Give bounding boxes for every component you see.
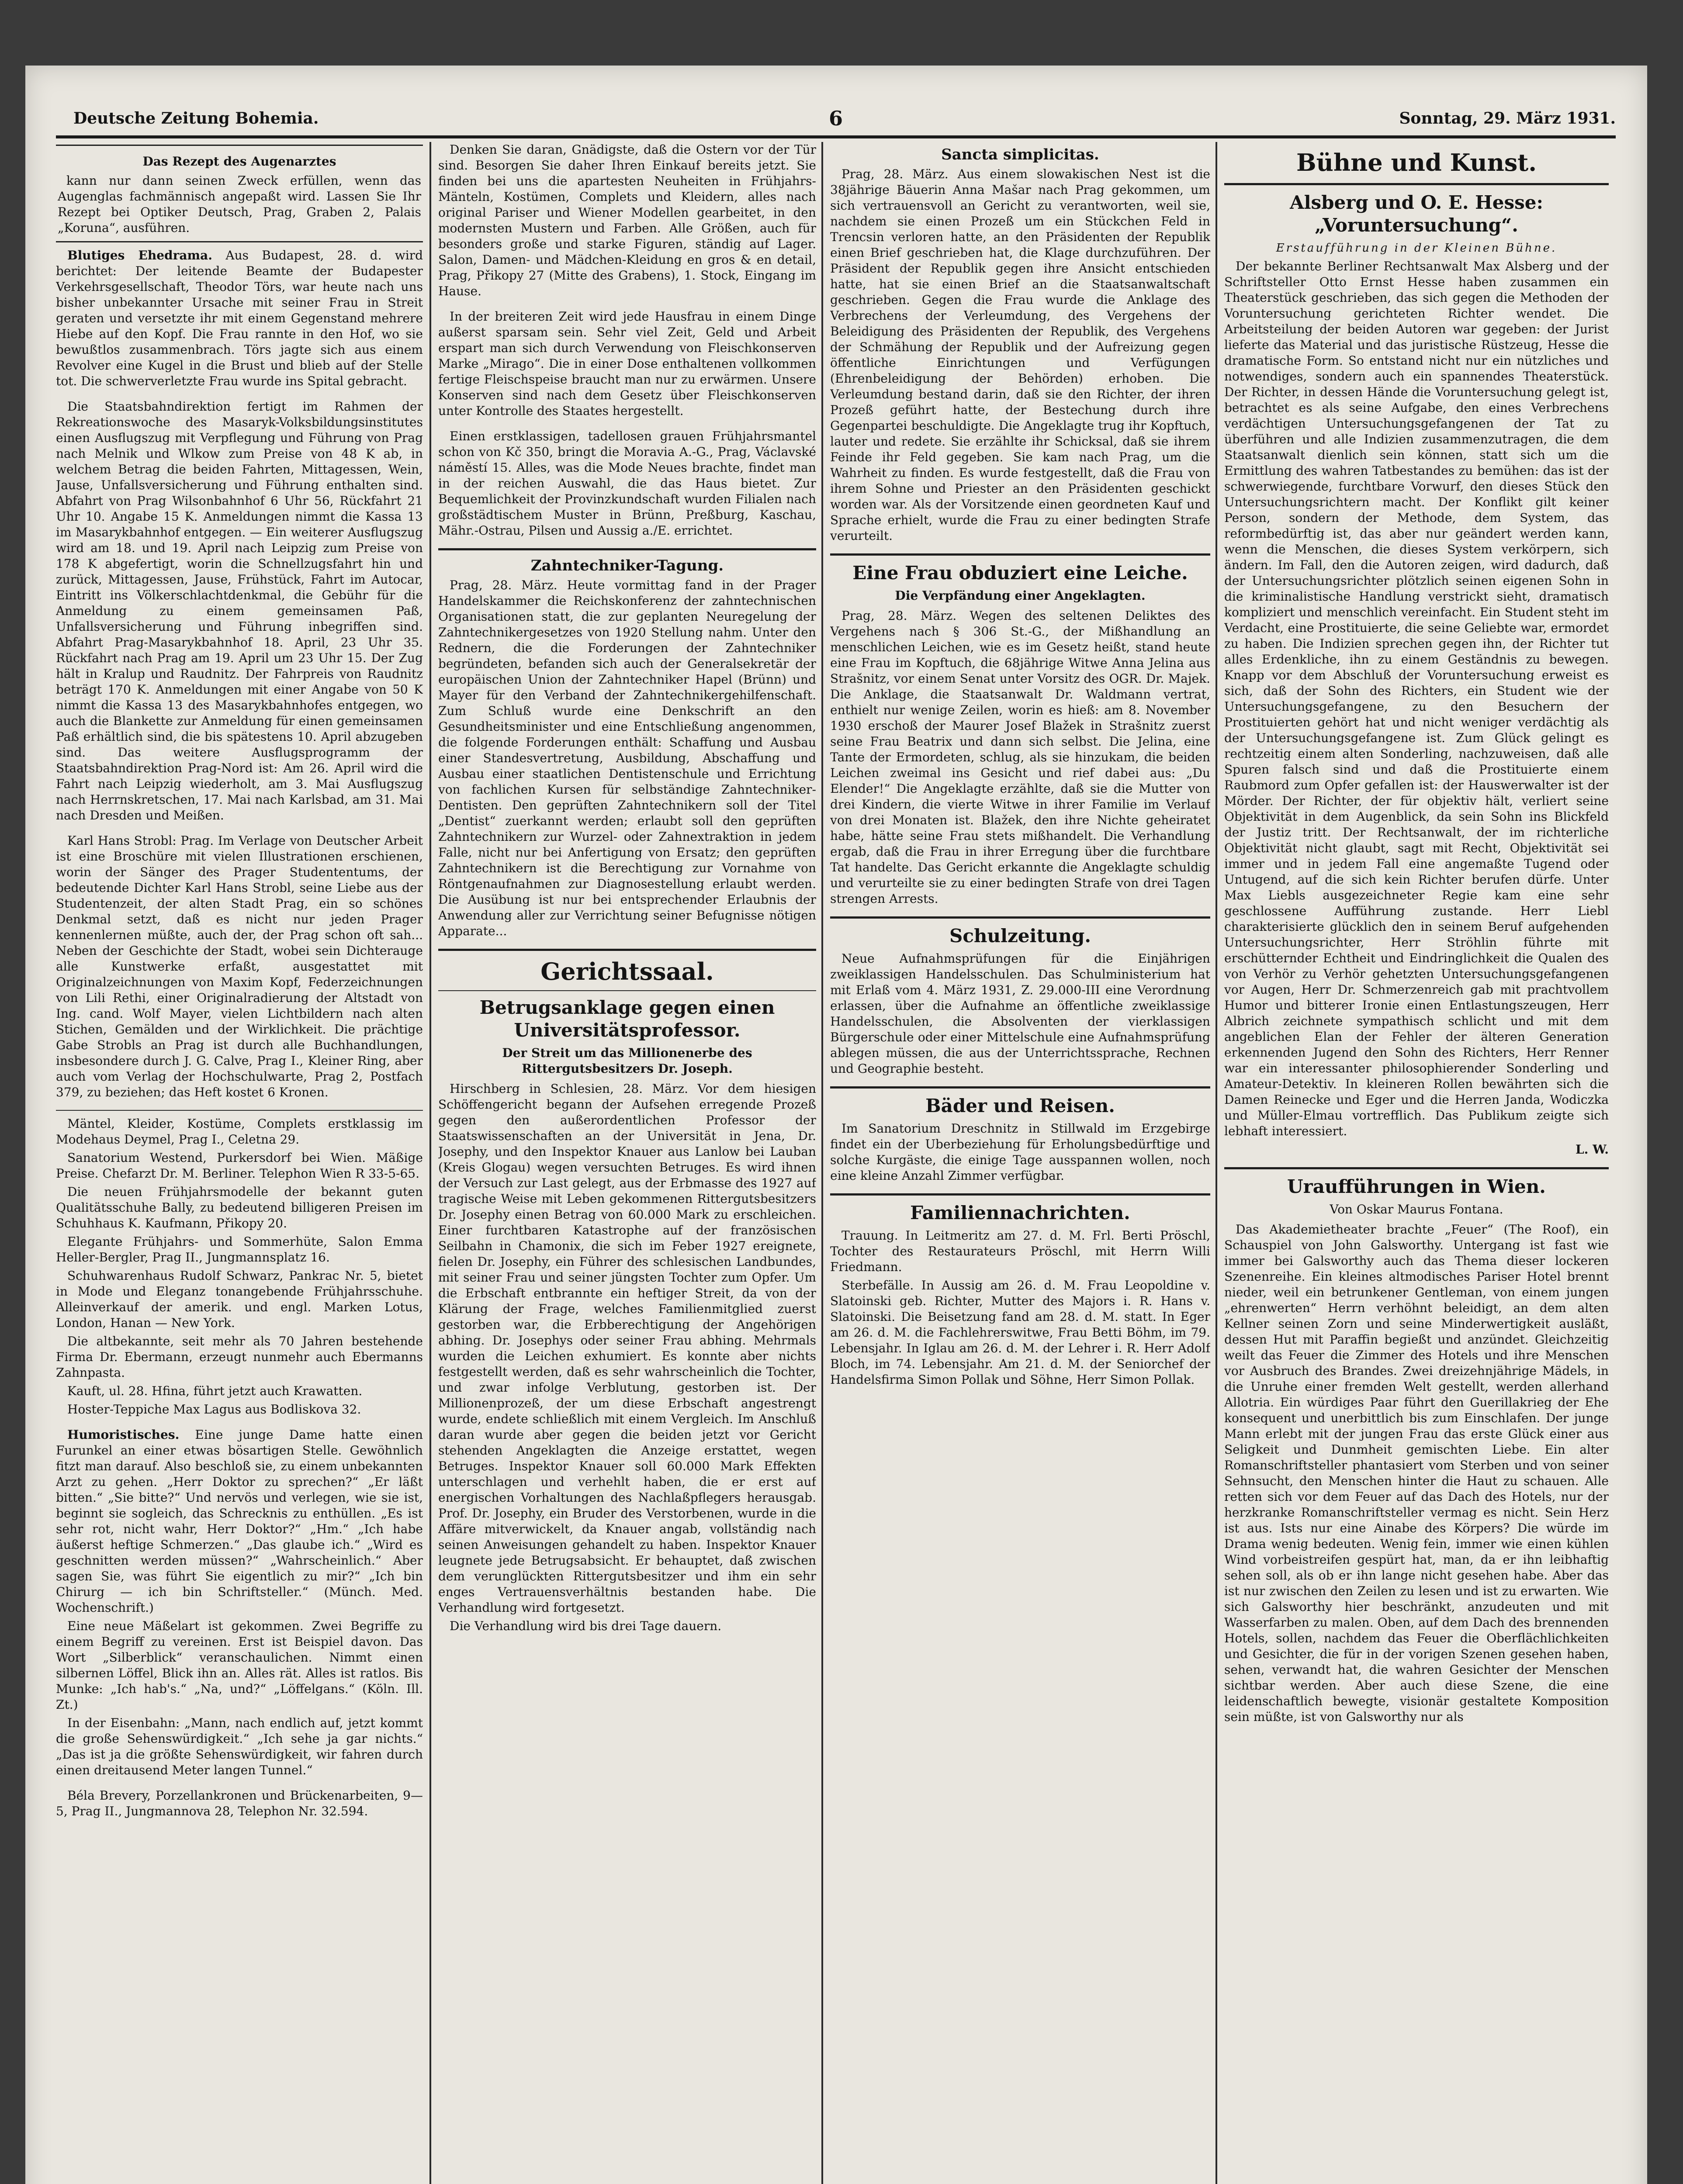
zahntechniker-title: Zahntechniker-Tagung.: [530, 557, 724, 574]
divider: [830, 1086, 1210, 1089]
column-rule: [1216, 142, 1217, 2184]
divider: [830, 1193, 1210, 1196]
ausflug-body: Die Staatsbahndirektion fertigt im Rahmen der Rekreationswoche des Masaryk-Volksbildungsinstitutes einen Ausflugszug mit Verpflegung und Führung von Prag nach Melnik und Wlkow zum Preise von 48 K ab, in welchem Betrag die beiden Fahrten, Mittagessen, Wein, Jause, Unfallsversicherung und Führung enthalten sind. Abfahrt von Prag Wilsonbahnhof 6 Uhr 56, Rückfahrt 21 Uhr 10. Angabe 15 K. Anmeldungen nimmt die Kassa 13 im Masarykbahnhof entgegen. — Ein weiterer Ausflugszug wird am 18. und 19. April nach Leipzig zum Preise von 178 K abgefertigt, worin die Schnellzugsfahrt hin und zurück, Mittagessen, Jause, Frühstück, Fahrt im Autocar, Eintritt ins Völkerschlachtdenkmal, die Gebühr für die Anmeldung zu einem gemeinsamen Paß, Unfallsversicherung und Führung inbegriffen sind. Abfahrt Prag-Masarykbahnhof 18. April, 23 Uhr 35. Rückfahrt nach Prag am 19. April um 23 Uhr 15. Der Zug hält in Kralup und Raudnitz. Der Fahrpreis von Raudnitz beträgt 170 K. Anmeldungen mit einer Angabe von 50 K nimmt die Kassa 13 des Masarykbahnhofes entgegen, wo auch die Blankette zur Anmeldung für einen gemeinsamen Paß erhältlich sind, die bis spätestens 10. April abzugeben sind. Das weitere Ausflugsprogramm der Staatsbahndirektion Prag-Nord ist: Am 26. April wird die Fahrt nach Leipzig wiederholt, am 3. Mai Ausflugszug nach Herrnskretschen, 17. Mai nach Karlsbad, am 31. Mai nach Dresden und Meißen.: [56, 399, 423, 822]
schul-article: [830, 925, 1210, 1077]
column-3: [830, 142, 1210, 2184]
strobl-article: [56, 833, 423, 1100]
zahntechniker-article: [438, 556, 816, 939]
frau-article: [830, 562, 1210, 907]
optiker-ad: [56, 145, 423, 242]
ur-author: Von Oskar Maurus Fontana.: [1330, 1202, 1503, 1216]
ur-body: Das Akademietheater brachte „Feuer“ (The Roof), ein Schauspiel von John Galsworthy. Untergang ist fast wie immer bei Galsworthy auch das Thema dieser lockeren Szenenreihe. Ein kleines altmodisches Pariser Hotel brennt nieder, weil ein betrunkener Gentleman, von einem jungen „ehrenwerten“ Herrn verhöhnt beleidigt, an dem alten Kellner seinen Zorn und seine Minderwertigkeit ausläßt, dessen Hut mit Paraffin begießt und anzündet. Gleichzeitig weilt das Feuer die Zimmer des Hotels und ihre Menschen vor Ausbruch des Brandes. Zwei dreizehnjährige Mädels, in die Unruhe einer fremden Welt gestellt, werden allerhand Allotria. Ein würdiges Paar führt den Guerillakrieg der Ehe konsequent und unerbittlich bis zum Einschlafen. Der junge Mann erlebt mit der jungen Frau das erste Glück einer aus Seligkeit und Dunmheit gemischten Liebe. Ein alter Romanschriftsteller phantasiert vom Sterben und von seiner Sehnsucht, den Menschen hinter die Haut zu schauen. Alle retten sich vor dem Feuer auf das Dach des Hotels, nur der herzkranke Romanschriftsteller vermag es nicht. Sein Herz ist aus. Ists nur eine Ainabe des Körpers? Die würde im Drama wenig bedeuten. Wenig fein, immer wie einen kühlen Wind vorbeistreifen gespürt hat, man, da er ihn leibhaftig sehen soll, als ob er ihn lange nicht gesehen habe. Aber das ist nur zwischen den Zeilen zu lesen und ist zu erwarten. Wie sich Galsworthy hier beschränkt, anzudeuten und mit Wasserfarben zu malen. Oben, auf dem Dach des brennenden Hotels, sollen, nachdem das Feuer die Oberflächlichkeiten und Gesichter, die für in der vorigen Szenen gesehen haben, sehen, verwandt hat, die wahren Gesichter der Menschen sichtbar werden. Aber auch diese Szene, die eine leidenschaftlich bewegte, visionär gestaltete Komposition sein müßte, ist von Galsworthy nur als: [1224, 1222, 1609, 1724]
ausflug-article: [56, 399, 423, 823]
ad-item: Die neuen Frühjahrsmodelle der bekannt guten Qualitätsschuhe Bally, zu bedeutend billigeren Preisen im Schuhhaus K. Kaufmann, Přikopy 20.: [56, 1185, 423, 1230]
divider: [1224, 1167, 1609, 1169]
ads-block: [56, 1116, 423, 1417]
divider: [438, 949, 816, 951]
schul-title: Schulzeitung.: [949, 925, 1091, 947]
sancta-body: Prag, 28. März. Aus einem slowakischen Nest ist die 38jährige Bäuerin Anna Mašar nach Prag gekommen, um sich vertrauensvoll an Gericht zu verantworten, weil sie, nachdem sie einen Prozeß um ein Stückchen Feld in Trencsin verloren hatte, an den Präsidenten der Republik einen Brief geschrieben hat, die Klage durchzuführen. Der Präsident der Republik gegen ihre Ansicht entschieden hatte, hat sie einen Brief an die Staatsanwaltschaft geschrieben. Gegen die Frau wurde die Anklage des Verbrechens der Verleumdung, des Vergehens der Beleidigung des Präsidenten der Republik, des Vergehens der Schmähung der Republik und der Aufreizung gegen öffentliche Einrichtungen und Verfügungen (Ehrenbeleidigung der Behörden) erhoben. Die Verleumdung bestand darin, daß sie den Richter, der ihren Prozeß geführt hatte, der Bestechung durch ihre Gegenpartei beschuldigte. Die Angeklagte trug ihr Kopftuch, lauter und redete. Sie erzählte ihr Schicksal, daß sie ihrem Feinde ihr Feld gegeben. Sie kam nach Prag, um die Wahrheit zu finden. Es wurde festgestellt, daß die Frau von ihrem Sohne und Priester an den Präsidenten geschickt worden war. Als der Vorsitzende einen geordneten Kauf und Sprache erhielt, wurde die Frau zu einer bedingten Strafe verurteilt.: [830, 167, 1210, 543]
baeder-title: Bäder und Reisen.: [925, 1095, 1115, 1116]
divider: [1224, 183, 1609, 185]
column-2: [438, 142, 816, 2184]
divider: [830, 916, 1210, 919]
alsberg-review: [1224, 191, 1609, 1158]
optiker-ad-title: Das Rezept des Augenarztes: [142, 154, 336, 169]
betrug-title: Betrugsanklage gegen einen Universitätsprofessor.: [479, 997, 775, 1041]
moravia-ad-body: Einen erstklassigen, tadellosen grauen Frühjahrsmantel schon von Kč 350, bringt die Moravia A.-G., Prag, Václavské náměstí 15. Alles, was die Mode Neues brachte, findet man in der reichen Auswahl, die das Haus bietet. Zur Bequemlichkeit der Provinzkundschaft wurden Filialen nach großstädtischem Muster in Brünn, Preßburg, Kaschau, Mähr.-Ostrau, Pilsen und Aussig a./E. errichtet.: [438, 429, 816, 538]
ad-item: Die altbekannte, seit mehr als 70 Jahren bestehende Firma Dr. Ebermann, erzeugt nunmehr auch Ebermanns Zahnpasta.: [56, 1334, 423, 1380]
buehne-title: Bühne und Kunst.: [1296, 149, 1537, 176]
ad-item: Hoster-Teppiche Max Lagus aus Bodliskova 32.: [67, 1402, 361, 1417]
betrug-article: [438, 996, 816, 1634]
familie-sterbefaelle: Sterbefälle. In Aussig am 26. d. M. Frau Leopoldine v. Slatoinski geb. Richter, Mutter des Majors i. R. Hans v. Slatoinski. Die Beisetzung fand am 28. d. M. statt. In Eger am 26. d. M. die Fachlehrerswitwe, Frau Betti Böhm, im 79. Lebensjahr. In Iglau am 26. d. M. der Lehrer i. R. Herr Adolf Bloch, im 74. Lebensjahr. Am 21. d. M. der Seniorchef der Handelsfirma Simon Pollak und Söhne, Herr Simon Pollak.: [830, 1278, 1210, 1387]
mirago-ad-body: In der breiteren Zeit wird jede Hausfrau in einem Dinge außerst sparsam sein. Sehr viel Zeit, Geld und Arbeit erspart man sich durch Verwendung von Fleischkonserven Marke „Mirago“. Die in einer Dose enthaltenen vollkommen fertige Fleischspeise braucht man nur zu erwärmen. Unsere Konserven sind nach dem Gesetz über Fleischkonserven unter Kontrolle des Staates hergestellt.: [438, 309, 816, 418]
baeder-article: [830, 1095, 1210, 1184]
humor2-body: Eine neue Mäßelart ist gekommen. Zwei Begriffe zu einem Begriff zu vereinen. Erst ist Beispiel davon. Das Wort „Silberblick“ veranschaulichen. Nimmt einen silbernen Löffel, Blick ihn an. Alles rät. Alles ist ratlos. Bis Munke: „Ich hab's.“ „Na, und?“ „Löffelgans.“ (Köln. Ill. Zt.): [56, 1619, 423, 1712]
schul-body: Neue Aufnahmsprüfungen für die Einjährigen zweiklassigen Handelsschulen. Das Schulministerium hat mit Erlaß vom 4. März 1931, Z. 29.000-III eine Verordnung erlassen, über die Aufnahme an öffentliche zweiklassige Handelsschulen, die Absolventen der vierklassigen Bürgerschule oder einer Mittelschule eine Aufnahmsprüfung ablegen müssen, die aus der Unterrichtssprache, Rechnen und Geographie besteht.: [830, 951, 1210, 1076]
column-1: [56, 142, 423, 2184]
ad-item: Sanatorium Westend, Purkersdorf bei Wien. Mäßige Preise. Chefarzt Dr. M. Berliner. Telephon Wien R 33-5-65.: [56, 1151, 423, 1181]
fashion-ad: [438, 142, 816, 299]
column-rule: [429, 142, 431, 2184]
ur-review: [1224, 1175, 1609, 1725]
betrug-subtitle: Der Streit um das Millionenerbe des Rittergutsbesitzers Dr. Joseph.: [502, 1046, 752, 1076]
familie-trauung: Trauung. In Leitmeritz am 27. d. M. Frl. Berti Pröschl, Tochter des Restaurateurs Pröschl, mit Herrn Willi Friedmann.: [830, 1228, 1210, 1274]
issue-date: Sonntag, 29. März 1931.: [1399, 109, 1616, 128]
optiker-ad-body: kann nur dann seinen Zweck erfüllen, wenn das Augenglas fachmännisch angepaßt wird. Lassen Sie Ihr Rezept bei Optiker Deutsch, Prag, Graben 2, Palais „Koruna“, ausführen.: [58, 173, 421, 235]
baeder-body: Im Sanatorium Dreschnitz in Stillwald im Erzgebirge findet ein der Uberbeziehung für Erholungsbedürftige und solche Kurgäste, die einige Tage ausspannen wollen, noch eine kleine Anzahl Zimmer verfügbar.: [830, 1121, 1210, 1183]
betrug-end: Die Verhandlung wird bis drei Tage dauern.: [450, 1619, 722, 1633]
column-4: [1224, 142, 1609, 2184]
humor-body: Eine junge Dame hatte einen Furunkel an einer etwas bösartigen Stelle. Gewöhnlich fitzt man darauf. Also beschloß sie, zu einem unbekannten Arzt zu gehen. „Herr Doktor zu sprechen?“ „Er läßt bitten.“ „Sie bitte?“ Und nervös und verlegen, wie sie ist, beginnt sie sogleich, das Schrecknis zu enthüllen. „Es ist sehr rot, nicht wahr, Herr Doktor?“ „Hm.“ „Ich habe äußerst heftige Schmerzen.“ „Das glaube ich.“ „Wird es geschnitten werden müssen?“ „Wahrscheinlich.“ Aber sagen Sie, was führt Sie eigentlich zu mir?“ „Ich bin Chirurg — ich bin Schriftsteller.“ (Münch. Med. Wochenschrift.): [56, 1427, 423, 1615]
gerichtssaal-title: Gerichtssaal.: [540, 957, 714, 985]
sancta-title: Sancta simplicitas.: [941, 146, 1099, 163]
betrug-body: Hirschberg in Schlesien, 28. März. Vor dem hiesigen Schöffengericht begann der Aufsehen erregende Prozeß gegen den außerordentlichen Professor der Staatswissenschaften an der Universität in Jena, Dr. Josephy, und den Inspektor Knauer aus Lanlow bei Lauban (Kreis Glogau) wegen versuchten Betruges. Es wird ihnen der Versuch zur Last gelegt, aus der Erbmasse des 1927 auf tragische Weise mit Leben gekommenen Rittergutsbesitzers Dr. Josephy einen Betrag von 60.000 Mark zu erschleichen. Einer furchtbaren Katastrophe auf der französischen Seilbahn in Chamonix, die sich im Feber 1927 ereignete, fielen Dr. Josephy, ein Führer des schlesischen Landbundes, mit seiner Frau und seiner jüngsten Tochter zum Opfer. Um die Erbschaft entbrannte ein heftiger Streit, da von der Klärung der Frage, welches Familienmitglied zuerst gestorben war, die Erbberechtigung der Angehörigen abhing. Dr. Josephys oder seiner Frau abhing. Mehrmals wurden die Leichen exhumiert. Es konnte aber nichts festgestellt werden, daß es sehr wahrscheinlich die Tochter, und zwar infolge Verblutung, gestorben ist. Der Millionenprozeß, der um diese Erbschaft angestrengt wurde, endete schließlich mit einem Vergleich. Im Anschluß daran wurde aber gegen die beiden jetzt vor Gericht stehenden Angeklagten die Anzeige erstattet, wegen Betruges. Inspektor Knauer soll 60.000 Mark Effekten unterschlagen und verhehlt haben, die er erst auf energischen Vorhaltungen des Nachlaßpflegers herausgab. Prof. Dr. Josephy, ein Bruder des Verstorbenen, wurde in die Affäre mitverwickelt, da Knauer angab, vollständig nach seinen Anweisungen gehandelt zu haben. Inspektor Knauer leugnete jede Betrugsabsicht. Er behauptet, daß zwischen dem verunglückten Rittergutsbesitzer und ihm ein sehr enges Vertrauensverhältnis bestanden habe. Die Verhandlung wird fortgesetzt.: [438, 1082, 816, 1615]
familie-article: [830, 1202, 1210, 1388]
divider: [830, 553, 1210, 556]
divider: [438, 990, 816, 991]
moravia-ad: [438, 429, 816, 539]
fashion-ad-body: Denken Sie daran, Gnädigste, daß die Ostern vor der Tür sind. Besorgen Sie daher Ihren Einkauf bereits jetzt. Sie finden bei uns die apartesten Neuheiten in Frühjahrs-Mänteln, Kostümen, Complets und Kleidern, alles nach original Pariser und Wiener Modellen gearbeitet, in den modernsten Mustern und Farben. Alle Größen, auch für besonders große und starke Figuren, ständig auf Lager. Salon, Damen- und Mädchen-Kleidung en gros & en detail, Prag, Přikopy 27 (Mitte des Grabens), 1. Stock, Eingang im Hause.: [438, 142, 816, 298]
frau-title: Eine Frau obduziert eine Leiche.: [852, 562, 1188, 584]
alsberg-kicker: Erstaufführung in der Kleinen Bühne.: [1276, 242, 1557, 255]
humor-article: [56, 1427, 423, 1778]
newspaper-page: [25, 66, 1647, 2184]
alsberg-signature: L. W.: [1575, 1142, 1609, 1157]
frau-subtitle: Die Verpfändung einer Angeklagten.: [895, 588, 1146, 603]
ad-item: Elegante Frühjahrs- und Sommerhüte, Salon Emma Heller-Bergler, Prag II., Jungmannsplatz 16.: [56, 1234, 423, 1265]
page-number: 6: [828, 107, 843, 130]
familie-title: Familiennachrichten.: [910, 1202, 1130, 1223]
ehedrama-body: Aus Budapest, 28. d. wird berichtet: Der leitende Beamte der Budapester Verkehrsgesellschaft, Theodor Törs, war heute nach uns bisher unbekannter Ursache mit seiner Frau in Streit geraten und versetzte ihr mit einem Gegenstand mehrere Hiebe auf den Kopf. Die Frau rannte in den Hof, wo sie bewußtlos zusammenbrach. Törs jagte sich aus einem Revolver eine Kugel in die Brust und blieb auf der Stelle tot. Die schwerverletzte Frau wurde ins Spital gebracht.: [56, 248, 423, 388]
brevery-ad-body: Béla Brevery, Porzellankronen und Brückenarbeiten, 9—5, Prag II., Jungmannova 28, Telephon Nr. 32.594.: [56, 1788, 423, 1818]
brevery-ad: [56, 1788, 423, 1819]
humor3-body: In der Eisenbahn: „Mann, nach endlich auf, jetzt kommt die große Sehenswürdigkeit.“ „Ich sehe ja gar nichts.“ „Das ist ja die größte Sehenswürdigkeit, wir fahren durch einen dreitausend Meter langen Tunnel.“: [56, 1716, 423, 1777]
ad-item: Mäntel, Kleider, Kostüme, Complets erstklassig im Modehaus Deymel, Prag I., Celetna 29.: [56, 1116, 423, 1147]
sancta-article: [830, 145, 1210, 544]
alsberg-title: Alsberg und O. E. Hesse: „Voruntersuchung“.: [1289, 192, 1543, 236]
mirago-ad: [438, 309, 816, 419]
ad-item: Kauft, ul. 28. Hfina, führt jetzt auch Krawatten.: [67, 1384, 363, 1398]
masthead-left: Deutsche Zeitung Bohemia.: [73, 109, 319, 128]
humor-head: Humoristisches.: [67, 1427, 180, 1442]
divider: [56, 1110, 423, 1111]
zahntechniker-body: Prag, 28. März. Heute vormittag fand in der Prager Handelskammer die Reichskonferenz der zahntechnischen Organisationen statt, die zur geplanten Neuregelung der Zahntechnikergesetzes von 1920 Stellung nahm. Unter den Rednern, die die Forderungen der Zahntechniker begründeten, befanden sich auch der Generalsekretär der europäischen Union der Zahntechniker Hapel (Brünn) und Mayer für den Verband der Zahntechnikergehilfenschaft. Zum Schluß wurde eine Denkschrift an den Gesundheitsminister und eine Entschließung angenommen, die folgende Forderungen enthält: Schaffung und Ausbau einer Standesvertretung, Ausbildung, Abschaffung und Ausbau einer staatlichen Dentistenschule und Errichtung von fachlichen Kursen für selbständige Zahntechniker-Dentisten. Den geprüften Zahntechnikern soll der Titel „Dentist“ zuerkannt werden; erlaubt soll den geprüften Zahntechnikern zur Wurzel- oder Zahnextraktion in jedem Falle, nicht nur bei Anfertigung von Ersatz; den geprüften Zahntechnikern ist die Berechtigung zur Vornahme von Röntgenaufnahmen zur Diagnosestellung erlaubt werden. Die Ausübung ist nur bei entsprechender Erlaubnis der Anwendung aller zur Verrichtung seiner Befugnisse nötigen Apparate...: [438, 578, 816, 938]
page-header: [56, 105, 1616, 138]
alsberg-body: Der bekannte Berliner Rechtsanwalt Max Alsberg und der Schriftsteller Otto Ernst Hesse haben zusammen ein Theaterstück geschrieben, das sich gegen die Methoden der Voruntersuchung gerichteten Richter wendet. Die Arbeitsteilung der beiden Autoren war gegeben: der Jurist lieferte das Material und das juristische Rüstzeug, Hesse die dramatische Form. So entstand nicht nur ein nützliches und notwendiges, sondern auch ein spannendes Theaterstück. Der Richter, in dessen Hände die Voruntersuchung gelegt ist, betrachtet es als seine Aufgabe, den eines Verbrechens verdächtigen Untersuchungsgefangenen der Tat zu überführen und alle Indizien zusammenzutragen, die dem Staatsanwalt dienlich sein können, statt sich um die Ermittlung des wahren Tatbestandes zu bemühen: das ist der schwerwiegende, furchtbare Vorwurf, den dieses Stück den Untersuchungsrichtern macht. Der Konflikt gilt keiner Person, sondern der Methode, dem System, das reformbedürftig ist, das aber nur geändert werden kann, wenn die Menschen, die dieses System verkörpern, sich ändern. Im Fall, den die Autoren zeigen, wird dadurch, daß der Untersuchungsrichter plötzlich seinen eigenen Sohn in die kriminalistische Handlung verstrickt sieht, dramatisch kompliziert und menschlich vereinfacht. Ein Student steht im Verdacht, eine Prostituierte, die seine Geliebte war, ermordet zu haben. Die Indizien sprechen gegen ihn, der Richter tut alles Erdenkliche, ihn zu einem Geständnis zu bewegen. Knapp vor dem Abschluß der Voruntersuchung erweist es sich, daß der Sohn des Richters, ein Student wie der Untersuchungsgefangene, zu den Besuchern der Prostituierten gehört hat und nicht weniger verdächtig als der Untersuchungsgefangene ist. Zum Glück gelingt es rechtzeitig einem alten Sonderling, nachzuweisen, daß alle Spuren falsch sind und daß die Prostituierte einem Raubmord zum Opfer gefallen ist: der Hauswerwalter ist der Mörder. Der Richter, der für objektiv hält, verliert seine Objektivität in dem Augenblick, da sein Sohn ins Blickfeld der Justiz tritt. Der Rechtsanwalt, der im richterliche Objektivität nicht glaubt, sagt mit Recht, Objektivität sei immer und in jedem Fall eine angemaßte Tugend oder Untugend, auf die sich kein Richter berufen dürfe. Unter Max Liebls ausgezeichneter Regie kam eine sehr geschlossene Aufführung zustande. Herr Liebl charakterisierte glücklich den in seinem Beruf aufgehenden Untersuchungsrichter, Herr Ströhlin führte mit erschütternder Echtheit und Eindringlichkeit die Qualen des von Verhör zu Verhör gehetzten Untersuchungsgefangenen vor Augen, Herr Dr. Schmerzenreich gab mit prachtvollem Humor und bitterer Ironie einen Entlastungszeugen, Herr Albrich zeichnete sympathisch schlicht und mit dem angeblichen Elan der Fehler der älteren Generation erkennenden Jugend den Sohn des Richters, Herr Renner war ein interessanter philosophierender Sonderling und Amateur-Detektiv. In kleineren Rollen bewährten sich die Damen Reinecke und Eger und die Herren Janda, Wodiczka und Müller-Elmau vortrefflich. Das Publikum zeigte sich lebhaft interessiert.: [1224, 259, 1609, 1138]
ehedrama-article: [56, 248, 423, 389]
frau-body: Prag, 28. März. Wegen des seltenen Deliktes des Vergehens nach § 306 St.-G., der Mißhandlung an menschlichen Leichen, wie es im Gesetz heißt, stand heute eine Frau im Kopftuch, die 68jährige Witwe Anna Jelina aus Strašnitz, vor einem Senat unter Vorsitz des OGR. Dr. Majek. Die Anklage, die Staatsanwalt Dr. Waldmann vertrat, enthielt nur wenige Zeilen, worin es hieß: am 8. November 1930 erschoß der Maurer Josef Blažek in Strašnitz zuerst seine Frau Beatrix und dann sich selbst. Die Jelina, eine Tante der Ermordeten, schlug, als sie hinzukam, die beiden Leichen zweimal ins Gesicht und rief dabei aus: „Du Elender!“ Die Angeklagte erzählte, daß sie die Mutter von drei Kindern, die vierte Witwe in ihrer Familie im Verlauf von drei Monaten ist. Blažek, den ihre Nichte geheiratet habe, hätte seine Frau stets mißhandelt. Die Verhandlung ergab, daß die Frau in ihrer Erregung über die furchtbare Tat handelte. Das Gericht erkannte die Angeklagte schuldig und verurteilte sie zu einer bedingten Strafe von drei Tagen strengen Arrests.: [830, 608, 1210, 906]
ur-title: Uraufführungen in Wien.: [1287, 1176, 1546, 1197]
ad-item: Schuhwarenhaus Rudolf Schwarz, Pankrac Nr. 5, bietet in Mode und Eleganz tonangebende Frühjahrsschuhe. Alleinverkauf der amerik. und engl. Marken Lotus, London, Hanan — New York.: [56, 1268, 423, 1330]
column-rule: [821, 142, 823, 2184]
ehedrama-head: Blutiges Ehedrama.: [67, 248, 213, 263]
strobl-body: Karl Hans Strobl: Prag. Im Verlage von Deutscher Arbeit ist eine Broschüre mit vielen Illustrationen erschienen, worin der Sänger des Prager Studententums, der bedeutende Dichter Karl Hans Strobl, seine Liebe aus der Studentenzeit, der alten Stadt Prag, ein so schönes Denkmal setzt, daß es nicht nur jeden Prager kennenlernen müßte, auch der, der Prag schon oft sah... Neben der Geschichte der Stadt, wobei sein Dichterauge alle Kunstwerke erfaßt, ausgestattet mit Originalzeichnungen von Maxim Kopf, Federzeichnungen von Lili Rethi, einer Originalradierung der Altstadt von Ing. cand. Wolf Mayer, vielen Lichtbildern nach alten Stichen, Gemälden und der Wirklichkeit. Die prächtige Gabe Strobls an Prag ist durch alle Buchhandlungen, insbesondere durch J. G. Calve, Prag I., Kleiner Ring, aber auch vom Verlag der Hochschulwarte, Prag 2, Postfach 379, zu beziehen; das Heft kostet 6 Kronen.: [56, 833, 423, 1099]
divider: [438, 548, 816, 550]
